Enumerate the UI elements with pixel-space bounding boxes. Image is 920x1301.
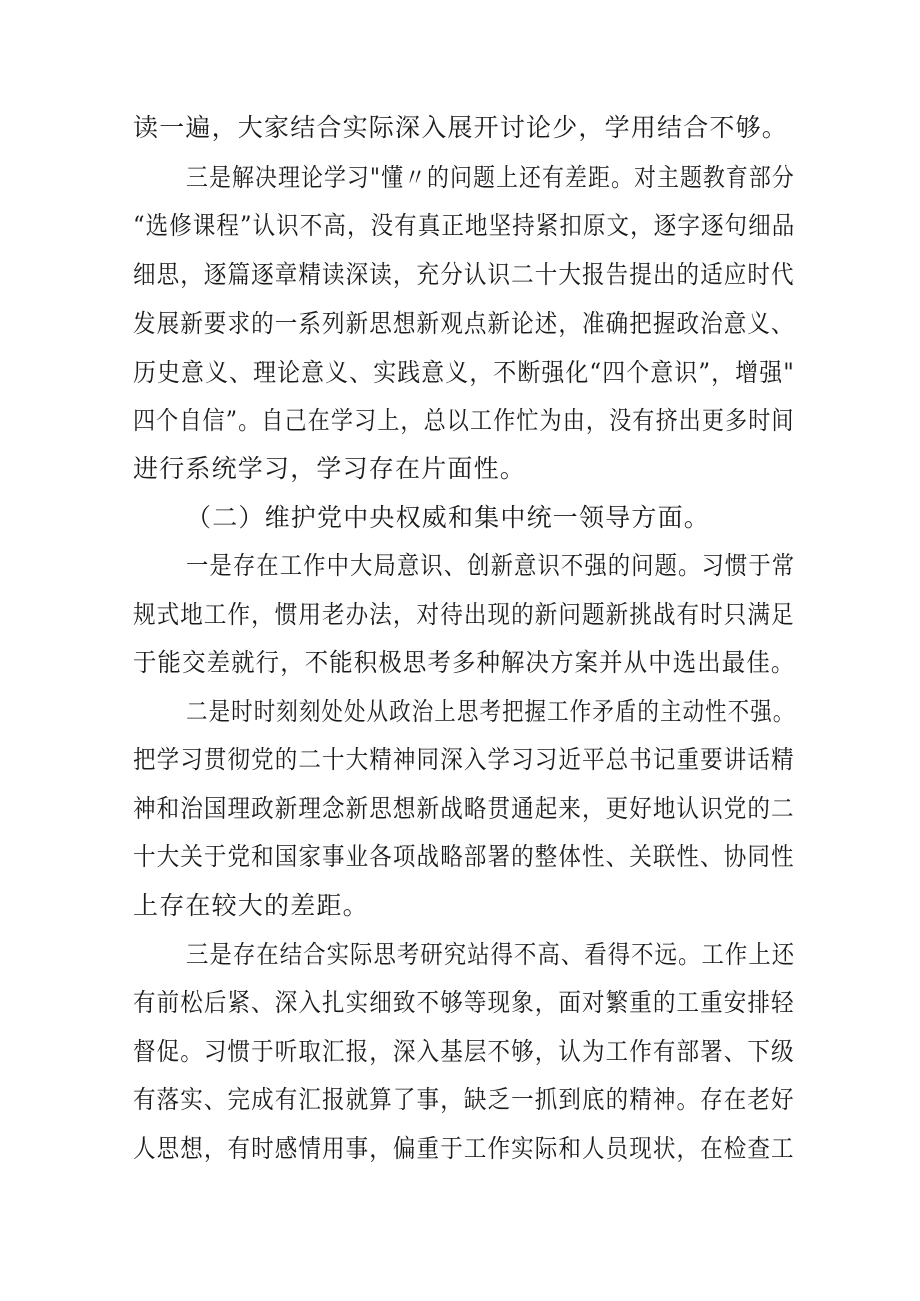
section-heading: （二）维护党中央权威和集中统一领导方面。: [186, 503, 711, 532]
text-line: 进行系统学习，学习存在片面性。: [133, 454, 527, 483]
text-line: 于能交差就行，不能积极思考多种解决方案并从中选出最佳。: [133, 648, 796, 677]
text-line: 细思，逐篇逐章精读深读，充分认识二十大报告提出的适应时代: [133, 260, 795, 289]
text-line: 三是解决理论学习"懂〃的问题上还有差距。对主题教育部分: [186, 163, 795, 192]
text-line: 神和治国理政新理念新思想新战略贯通起来，更好地认识党的二: [133, 794, 795, 823]
text-line: 上存在较大的差距。: [133, 891, 369, 920]
text-line: 三是存在结合实际思考研究站得不高、看得不远。工作上还: [186, 940, 796, 969]
text-line: 读一遍，大家结合实际深入展开讨论少，学用结合不够。: [133, 113, 789, 142]
text-line: 督促。习惯于听取汇报，深入基层不够，认为工作有部署、下级: [133, 1037, 795, 1066]
text-line: 一是存在工作中大局意识、创新意识不强的问题。习惯于常: [186, 551, 796, 580]
text-line: 四个自信”。自己在学习上，总以工作忙为由，没有挤出更多时间: [133, 406, 795, 435]
text-line: 发展新要求的一系列新思想新观点新论述，准确把握政治意义、: [133, 309, 795, 338]
text-line: 十大关于党和国家事业各项战略部署的整体性、关联性、协同性: [133, 842, 795, 871]
text-line: “选修课程”认识不高，没有真正地坚持紧扣原文，逐字逐句细品: [133, 211, 796, 240]
text-line: 人思想，有时感情用事，偏重于工作实际和人员现状，在检查工: [133, 1134, 795, 1163]
text-line: 规式地工作，惯用老办法，对待出现的新问题新挑战有时只满足: [133, 600, 795, 629]
text-line: 把学习贯彻党的二十大精神同深入学习习近平总书记重要讲话精: [133, 745, 795, 774]
text-line: 历史意义、理论意义、实践意义，不断强化“四个意识”，增强": [133, 358, 795, 387]
text-line: 二是时时刻刻处处从政治上思考把握工作矛盾的主动性不强。: [186, 697, 796, 726]
text-line: 有落实、完成有汇报就算了事，缺乏一抓到底的精神。存在老好: [133, 1085, 795, 1114]
text-line: 有前松后紧、深入扎实细致不够等现象，面对繁重的工重安排轻: [133, 988, 795, 1017]
